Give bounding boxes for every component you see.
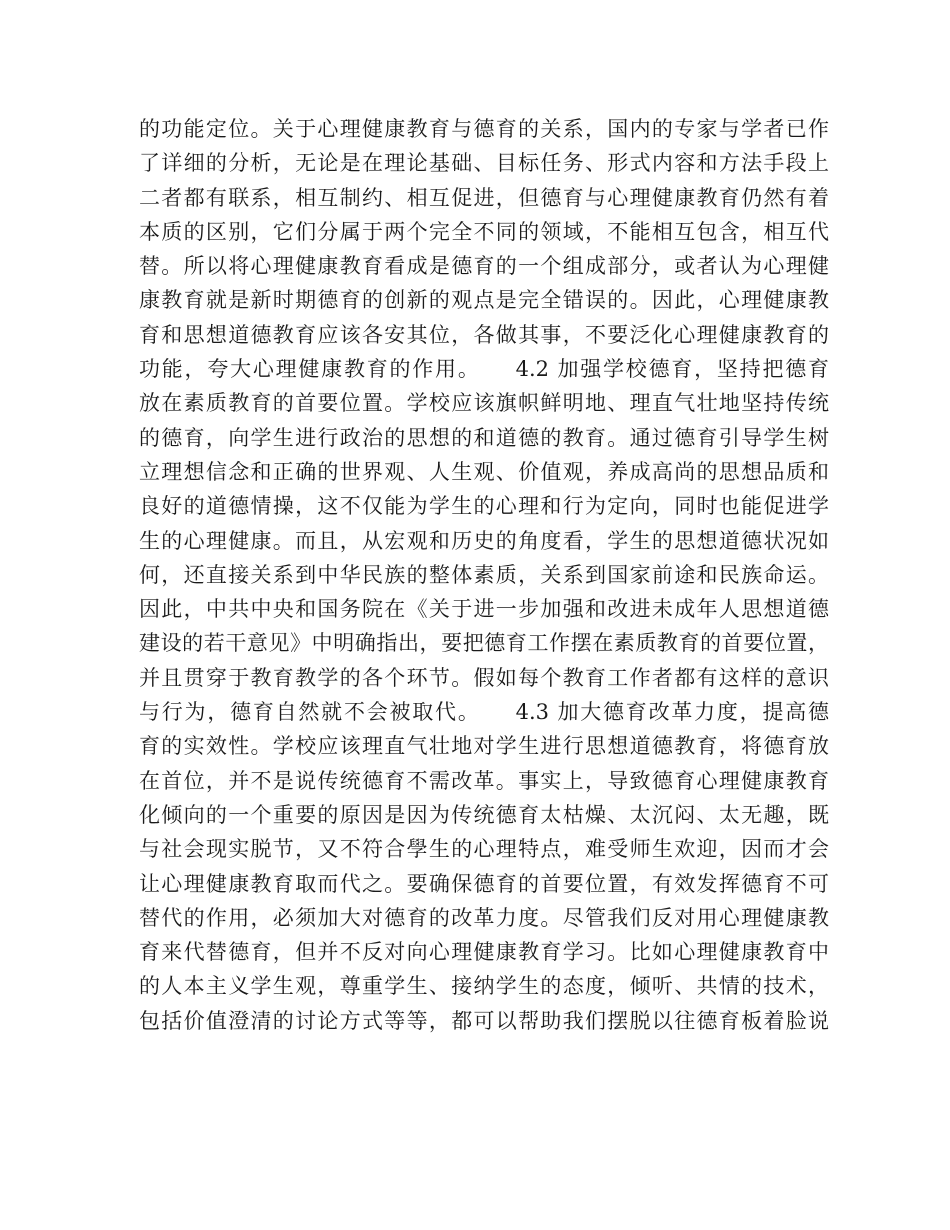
text-line: 康教育就是新时期德育的创新的观点是完全错误的。因此，心理健康教 [139,288,829,313]
text-line: 替代的作用，必须加大对德育的改革力度。尽管我们反对用心理健康教 [139,905,829,930]
text-line: 育和思想道德教育应该各安其位，各做其事，不要泛化心理健康教育的 [139,322,829,347]
text-line: 并且贯穿于教育教学的各个环节。假如每个教育工作者都有这样的意识 [139,665,829,690]
text-line: 化倾向的一个重要的原因是因为传统德育太枯燥、太沉闷、太无趣，既 [139,802,829,827]
text-line: 建设的若干意见》中明确指出，要把德育工作摆在素质教育的首要位置， [139,631,829,656]
text-line: 在首位，并不是说传统德育不需改革。事实上，导致德育心理健康教育 [139,768,829,793]
text-line: 良好的道德情操，这不仅能为学生的心理和行为定向，同时也能促进学 [139,494,829,519]
text-line: 育来代替德育，但并不反对向心理健康教育学习。比如心理健康教育中 [139,940,829,965]
text-line: 功能，夸大心理健康教育的作用。 4.2 加强学校德育，坚持把德育 [139,357,829,382]
text-line: 包括价值澄清的讨论方式等等，都可以帮助我们摆脱以往德育板着脸说 [139,1008,829,1033]
text-line: 育的实效性。学校应该理直气壮地对学生进行思想道德教育，将德育放 [139,734,829,759]
text-line: 因此，中共中央和国务院在《关于进一步加强和改进未成年人思想道德 [139,597,829,622]
text-line: 的功能定位。关于心理健康教育与德育的关系，国内的专家与学者已作 [139,117,829,141]
text-line: 放在素质教育的首要位置。学校应该旗帜鲜明地、理直气壮地坚持传统 [139,391,829,416]
text-line: 让心理健康教育取而代之。要确保德育的首要位置，有效发挥德育不可 [139,871,829,896]
text-line: 生的心理健康。而且，从宏观和历史的角度看，学生的思想道德状况如 [139,528,829,553]
text-line: 何，还直接关系到中华民族的整体素质，关系到国家前途和民族命运。 [139,562,829,587]
text-line: 本质的区别，它们分属于两个完全不同的领域，不能相互包含，相互代 [139,219,829,244]
text-line: 与行为，德育自然就不会被取代。 4.3 加大德育改革力度，提高德 [139,700,829,725]
body-text [139,112,829,1038]
text-line: 的人本主义学生观，尊重学生、接纳学生的态度，倾听、共情的技术， [139,974,829,999]
text-line: 立理想信念和正确的世界观、人生观、价值观，养成高尚的思想品质和 [139,459,829,484]
text-line: 二者都有联系，相互制约、相互促进，但德育与心理健康教育仍然有着 [139,185,829,210]
text-line: 与社会现实脱节，又不符合學生的心理特点，难受师生欢迎，因而才会 [139,837,829,862]
text-line: 替。所以将心理健康教育看成是德育的一个组成部分，或者认为心理健 [139,254,829,279]
text-line: 的德育，向学生进行政治的思想的和道德的教育。通过德育引导学生树 [139,425,829,450]
text-line: 了详细的分析，无论是在理论基础、目标任务、形式内容和方法手段上 [139,151,829,176]
